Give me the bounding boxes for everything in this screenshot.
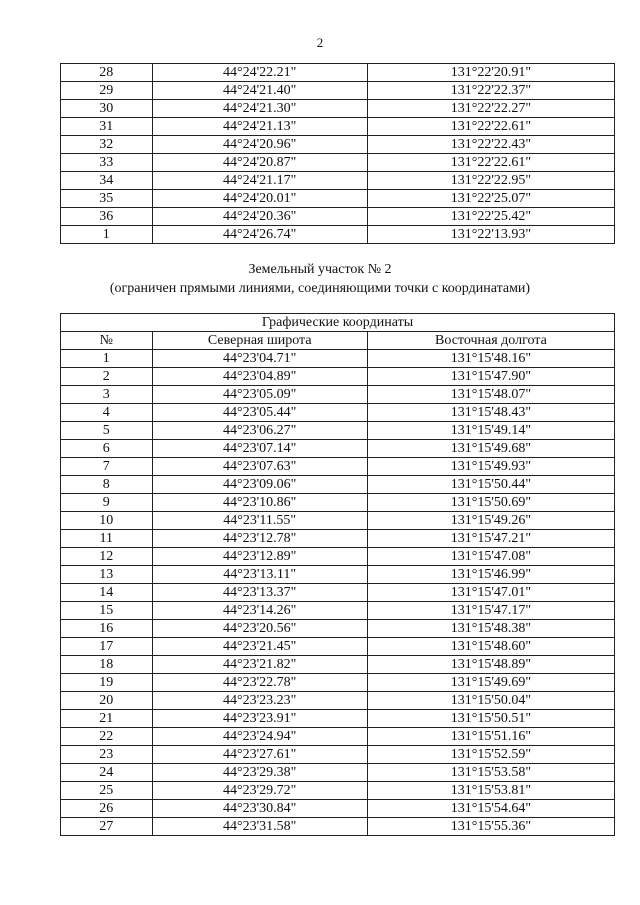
table-row	[61, 100, 615, 118]
longitude-cell: 131°15'52.59"	[367, 746, 614, 764]
longitude-cell: 131°15'49.14"	[367, 422, 614, 440]
longitude-cell: 131°15'49.68"	[367, 440, 614, 458]
latitude-cell: 44°24'20.36"	[152, 208, 367, 226]
point-number-cell: 27	[61, 818, 153, 836]
longitude-cell: 131°15'49.26"	[367, 512, 614, 530]
latitude-cell: 44°23'12.89"	[152, 548, 367, 566]
longitude-cell: 131°15'47.01"	[367, 584, 614, 602]
latitude-cell: 44°24'26.74"	[152, 226, 367, 244]
table-row	[61, 746, 615, 764]
latitude-cell: 44°23'29.72"	[152, 782, 367, 800]
table-row	[61, 800, 615, 818]
latitude-cell: 44°23'23.91"	[152, 710, 367, 728]
point-number-cell: 8	[61, 476, 153, 494]
longitude-cell: 131°22'25.42"	[367, 208, 614, 226]
longitude-cell: 131°15'48.89"	[367, 656, 614, 674]
table-row	[61, 476, 615, 494]
longitude-cell: 131°22'22.37"	[367, 82, 614, 100]
longitude-cell: 131°15'48.07"	[367, 386, 614, 404]
latitude-cell: 44°24'20.87"	[152, 154, 367, 172]
point-number-cell: 21	[61, 710, 153, 728]
longitude-cell: 131°15'49.93"	[367, 458, 614, 476]
longitude-cell: 131°15'50.04"	[367, 692, 614, 710]
table-row	[61, 764, 615, 782]
table-row	[61, 458, 615, 476]
latitude-cell: 44°24'20.96"	[152, 136, 367, 154]
latitude-cell: 44°23'11.55"	[152, 512, 367, 530]
point-number-cell: 9	[61, 494, 153, 512]
latitude-cell: 44°24'21.30"	[152, 100, 367, 118]
table-row	[61, 728, 615, 746]
table-row	[61, 190, 615, 208]
table-row	[61, 208, 615, 226]
latitude-cell: 44°23'09.06"	[152, 476, 367, 494]
table-row	[61, 530, 615, 548]
longitude-cell: 131°22'22.95"	[367, 172, 614, 190]
point-number-cell: 24	[61, 764, 153, 782]
longitude-cell: 131°22'22.27"	[367, 100, 614, 118]
latitude-cell: 44°23'04.89"	[152, 368, 367, 386]
longitude-cell: 131°15'54.64"	[367, 800, 614, 818]
point-number-cell: 4	[61, 404, 153, 422]
table-row	[61, 674, 615, 692]
longitude-cell: 131°15'48.60"	[367, 638, 614, 656]
longitude-cell: 131°15'46.99"	[367, 566, 614, 584]
point-number-cell: 5	[61, 422, 153, 440]
point-number-cell: 1	[61, 350, 153, 368]
table-row	[61, 422, 615, 440]
table-row	[61, 82, 615, 100]
section-title: Земельный участок № 2	[248, 262, 392, 277]
latitude-cell: 44°23'31.58"	[152, 818, 367, 836]
point-number-cell: 6	[61, 440, 153, 458]
table-row	[61, 710, 615, 728]
point-number-cell: 10	[61, 512, 153, 530]
latitude-cell: 44°23'06.27"	[152, 422, 367, 440]
latitude-cell: 44°24'22.21"	[152, 64, 367, 82]
point-number-cell: 19	[61, 674, 153, 692]
longitude-cell: 131°22'25.07"	[367, 190, 614, 208]
coordinates-table-2	[60, 313, 615, 836]
table-row	[61, 136, 615, 154]
table-row	[61, 818, 615, 836]
table-row	[61, 154, 615, 172]
point-number-cell: 18	[61, 656, 153, 674]
longitude-cell: 131°22'22.43"	[367, 136, 614, 154]
latitude-cell: 44°23'05.44"	[152, 404, 367, 422]
longitude-cell: 131°15'51.16"	[367, 728, 614, 746]
table-row	[61, 512, 615, 530]
latitude-cell: 44°23'27.61"	[152, 746, 367, 764]
table-row	[61, 494, 615, 512]
latitude-cell: 44°23'22.78"	[152, 674, 367, 692]
latitude-cell: 44°23'30.84"	[152, 800, 367, 818]
table-row	[61, 656, 615, 674]
latitude-cell: 44°23'20.56"	[152, 620, 367, 638]
point-number-cell: 29	[61, 82, 153, 100]
longitude-cell: 131°22'20.91"	[367, 64, 614, 82]
point-number-cell: 31	[61, 118, 153, 136]
latitude-cell: 44°23'12.78"	[152, 530, 367, 548]
page-number: 2	[316, 35, 324, 50]
longitude-cell: 131°15'48.16"	[367, 350, 614, 368]
point-number-cell: 34	[61, 172, 153, 190]
table-row	[61, 64, 615, 82]
latitude-cell: 44°23'05.09"	[152, 386, 367, 404]
longitude-cell: 131°15'53.81"	[367, 782, 614, 800]
column-header-longitude: Восточная долгота	[367, 332, 614, 350]
point-number-cell: 3	[61, 386, 153, 404]
table-row	[61, 692, 615, 710]
table-row	[61, 602, 615, 620]
longitude-cell: 131°15'48.43"	[367, 404, 614, 422]
point-number-cell: 13	[61, 566, 153, 584]
point-number-cell: 11	[61, 530, 153, 548]
latitude-cell: 44°23'07.14"	[152, 440, 367, 458]
point-number-cell: 36	[61, 208, 153, 226]
point-number-cell: 1	[61, 226, 153, 244]
coordinates-table-1-body	[61, 64, 615, 244]
latitude-cell: 44°24'20.01"	[152, 190, 367, 208]
latitude-cell: 44°23'14.26"	[152, 602, 367, 620]
longitude-cell: 131°22'13.93"	[367, 226, 614, 244]
latitude-cell: 44°24'21.40"	[152, 82, 367, 100]
point-number-cell: 14	[61, 584, 153, 602]
point-number-cell: 16	[61, 620, 153, 638]
point-number-cell: 28	[61, 64, 153, 82]
longitude-cell: 131°15'50.51"	[367, 710, 614, 728]
latitude-cell: 44°23'29.38"	[152, 764, 367, 782]
section-subtitle: (ограничен прямыми линиями, соединяющими точки с координатами)	[109, 281, 531, 296]
point-number-cell: 32	[61, 136, 153, 154]
table-row	[61, 350, 615, 368]
table-row	[61, 782, 615, 800]
latitude-cell: 44°23'21.82"	[152, 656, 367, 674]
column-header-number: №	[61, 332, 153, 350]
table-row	[61, 404, 615, 422]
header-title-cell: Графические координаты	[61, 314, 615, 332]
table-row	[61, 584, 615, 602]
point-number-cell: 7	[61, 458, 153, 476]
latitude-cell: 44°23'10.86"	[152, 494, 367, 512]
longitude-cell: 131°15'47.21"	[367, 530, 614, 548]
longitude-cell: 131°15'47.90"	[367, 368, 614, 386]
longitude-cell: 131°22'22.61"	[367, 118, 614, 136]
longitude-cell: 131°15'47.08"	[367, 548, 614, 566]
table-row	[61, 118, 615, 136]
point-number-cell: 12	[61, 548, 153, 566]
coordinates-table-1	[60, 63, 615, 244]
longitude-cell: 131°15'53.58"	[367, 764, 614, 782]
latitude-cell: 44°23'04.71"	[152, 350, 367, 368]
table-row	[61, 172, 615, 190]
longitude-cell: 131°15'49.69"	[367, 674, 614, 692]
table-row	[61, 226, 615, 244]
table-row	[61, 440, 615, 458]
longitude-cell: 131°22'22.61"	[367, 154, 614, 172]
latitude-cell: 44°23'13.37"	[152, 584, 367, 602]
header-row-title	[61, 314, 615, 332]
point-number-cell: 22	[61, 728, 153, 746]
latitude-cell: 44°23'24.94"	[152, 728, 367, 746]
point-number-cell: 33	[61, 154, 153, 172]
column-header-latitude: Северная широта	[152, 332, 367, 350]
latitude-cell: 44°23'23.23"	[152, 692, 367, 710]
coordinates-table-2-header	[61, 314, 615, 350]
latitude-cell: 44°23'13.11"	[152, 566, 367, 584]
latitude-cell: 44°23'07.63"	[152, 458, 367, 476]
table-row	[61, 620, 615, 638]
latitude-cell: 44°24'21.17"	[152, 172, 367, 190]
point-number-cell: 30	[61, 100, 153, 118]
point-number-cell: 35	[61, 190, 153, 208]
point-number-cell: 15	[61, 602, 153, 620]
longitude-cell: 131°15'50.69"	[367, 494, 614, 512]
longitude-cell: 131°15'47.17"	[367, 602, 614, 620]
table-row	[61, 386, 615, 404]
latitude-cell: 44°23'21.45"	[152, 638, 367, 656]
table-row	[61, 566, 615, 584]
table-row	[61, 638, 615, 656]
table-row	[61, 548, 615, 566]
longitude-cell: 131°15'48.38"	[367, 620, 614, 638]
point-number-cell: 25	[61, 782, 153, 800]
table-row	[61, 368, 615, 386]
header-row-columns	[61, 332, 615, 350]
longitude-cell: 131°15'50.44"	[367, 476, 614, 494]
point-number-cell: 2	[61, 368, 153, 386]
point-number-cell: 20	[61, 692, 153, 710]
longitude-cell: 131°15'55.36"	[367, 818, 614, 836]
point-number-cell: 17	[61, 638, 153, 656]
point-number-cell: 26	[61, 800, 153, 818]
coordinates-table-2-body	[61, 350, 615, 836]
latitude-cell: 44°24'21.13"	[152, 118, 367, 136]
point-number-cell: 23	[61, 746, 153, 764]
